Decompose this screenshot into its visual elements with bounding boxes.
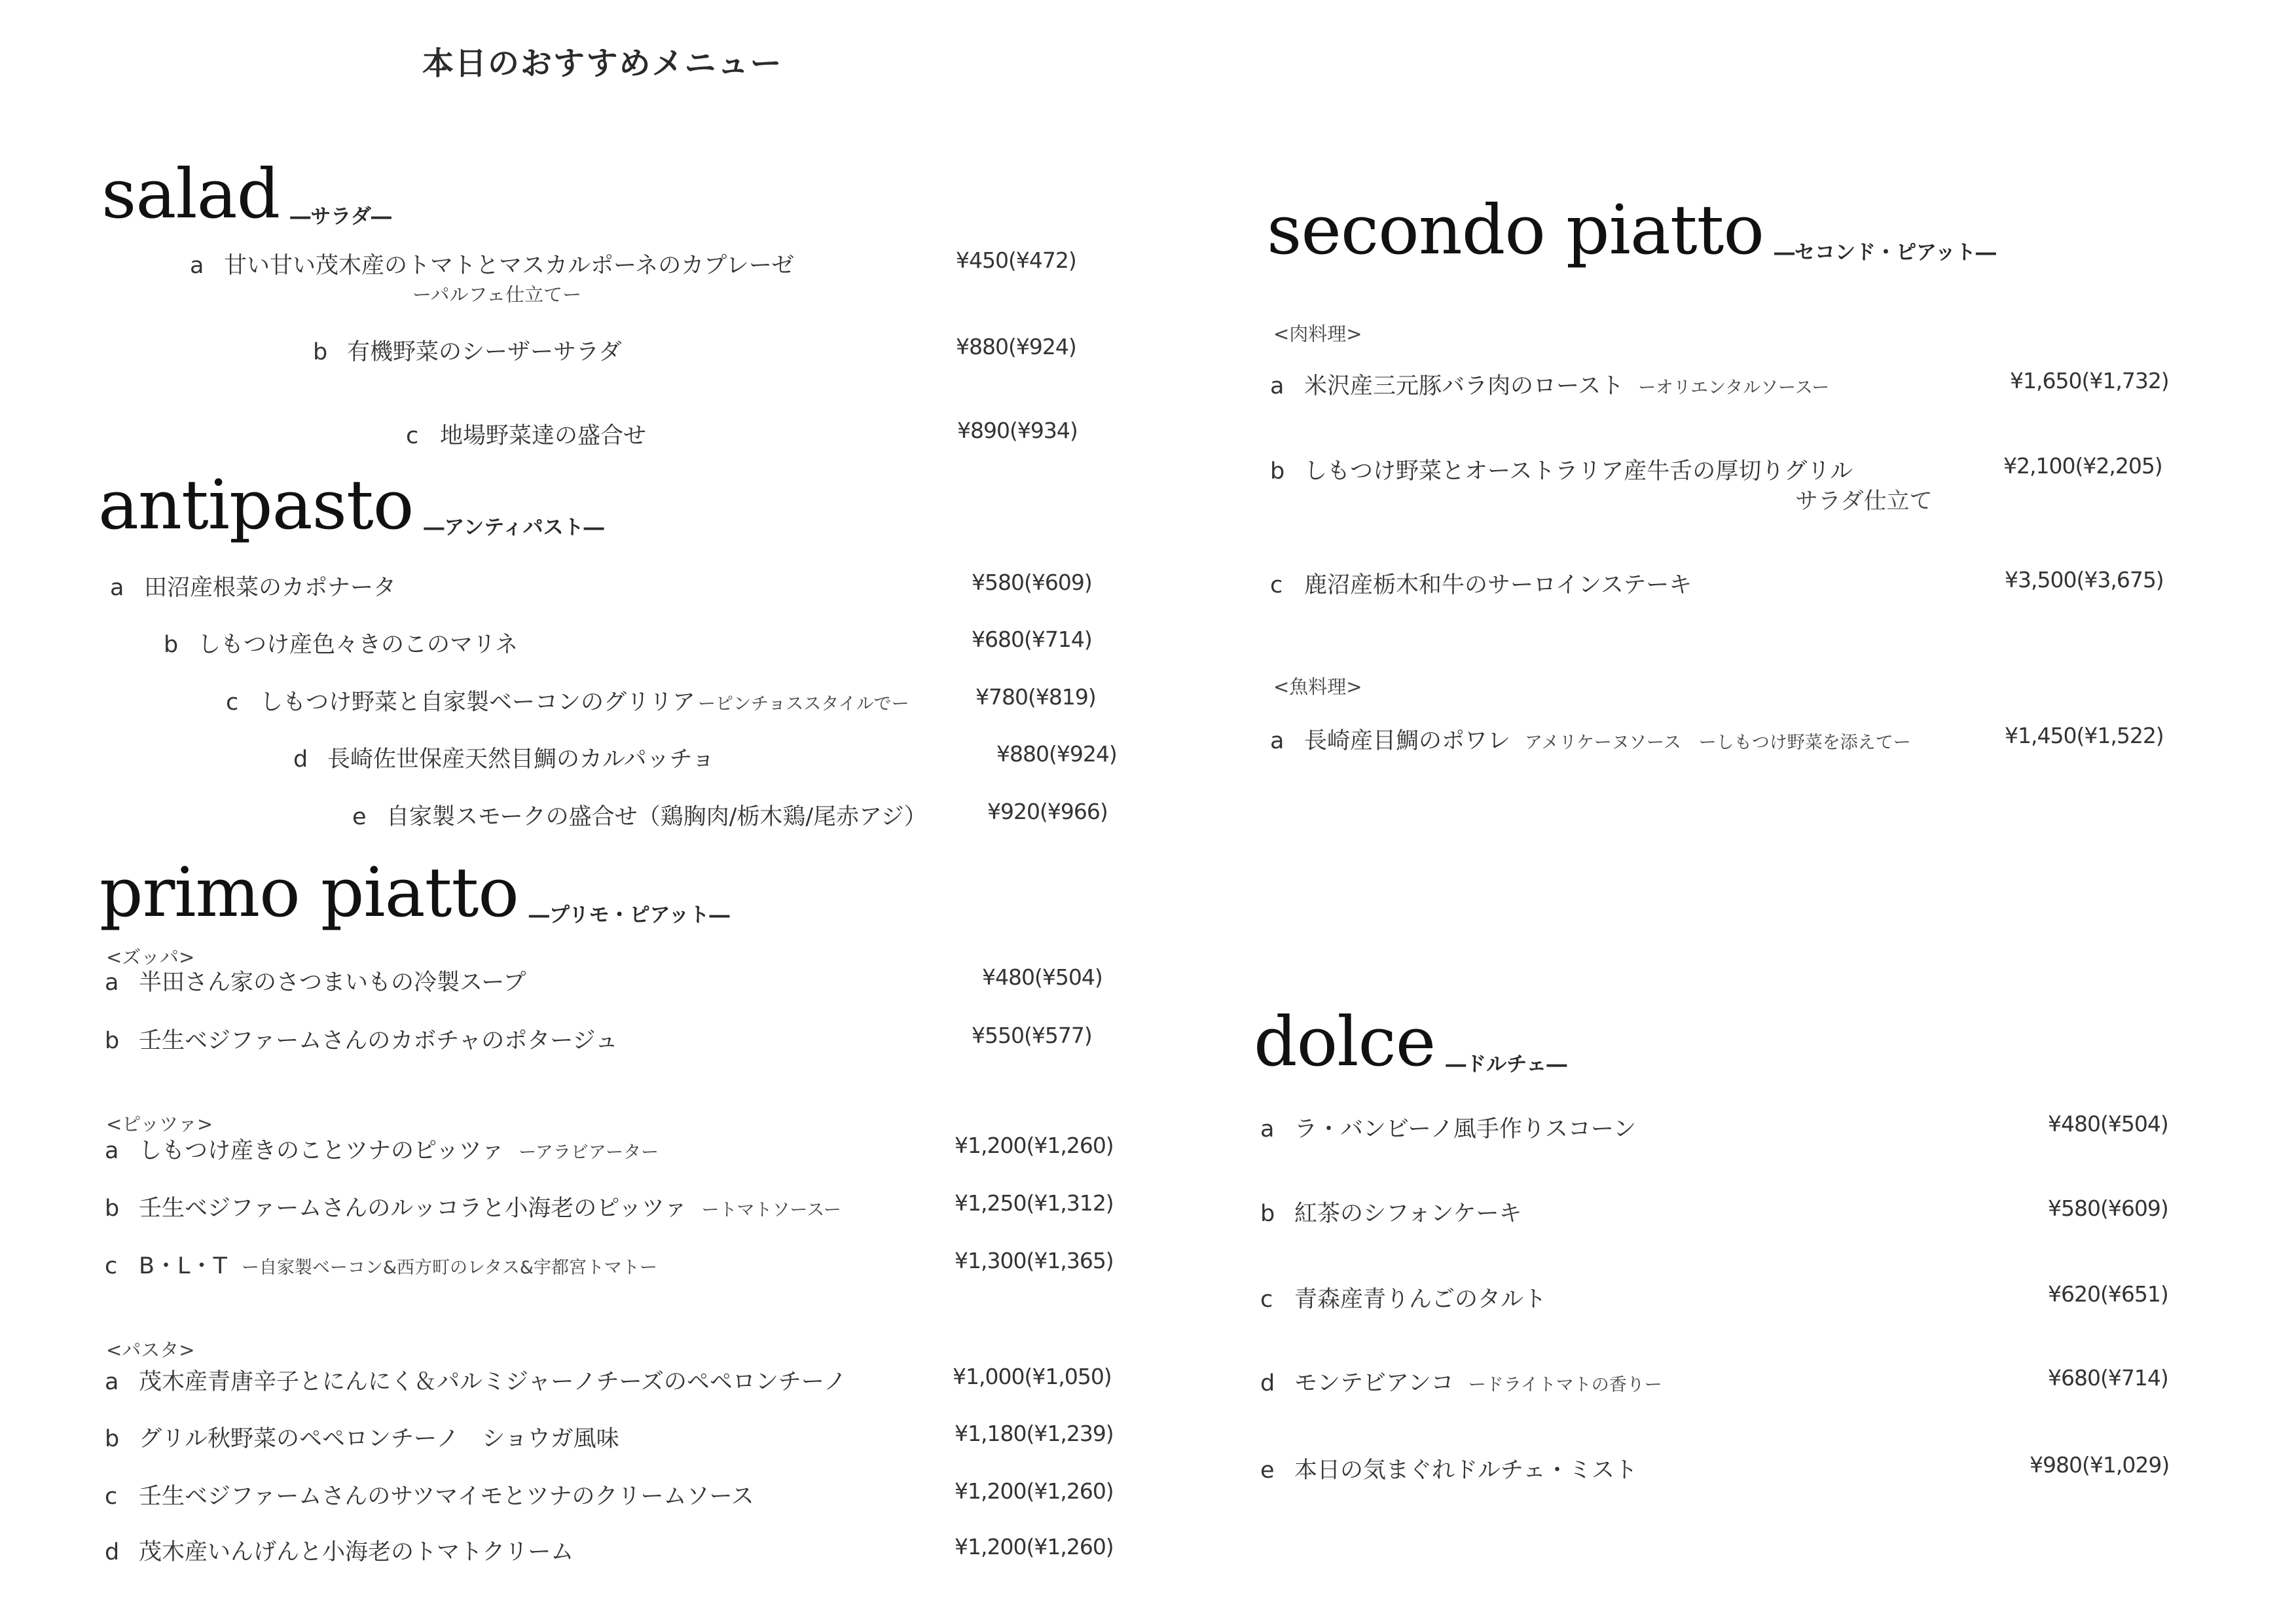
item-note: ーオリエンタルソースー — [1638, 378, 1830, 398]
menu-item — [406, 418, 646, 450]
item-letter: a — [1270, 728, 1285, 754]
item-name: ラ・バンビーノ風手作りスコーン — [1294, 1116, 1637, 1142]
item-price: ¥1,200(¥1,260) — [955, 1133, 1114, 1158]
item-letter: e — [352, 804, 367, 830]
menu-item — [105, 1023, 618, 1055]
item-name: 青森産青りんごのタルト — [1294, 1286, 1547, 1313]
item-name: 茂木産いんげんと小海老のトマトクリーム — [139, 1539, 574, 1565]
item-price: ¥880(¥924) — [956, 334, 1076, 359]
menu-item — [1270, 723, 1911, 756]
item-letter: a — [105, 970, 119, 996]
item-price: ¥580(¥609) — [2048, 1195, 2168, 1221]
item-name: 田沼産根菜のカポナータ — [144, 575, 397, 601]
group-label: <ピッツァ> — [106, 1113, 213, 1135]
item-price: ¥920(¥966) — [987, 799, 1108, 824]
item-letter: b — [105, 1195, 120, 1222]
item-letter: a — [1260, 1116, 1275, 1142]
item-price: ¥1,650(¥1,732) — [2010, 368, 2169, 393]
item-name: 長崎産目鯛のポワレ — [1304, 728, 1511, 754]
item-name: 壬生ベジファームさんのカボチャのポタージュ — [139, 1028, 618, 1054]
section-title: primo piatto — [100, 852, 519, 932]
section-secondo-heading — [1267, 190, 1996, 270]
item-price: ¥550(¥577) — [972, 1023, 1092, 1048]
item-name: 鹿沼産栃木和牛のサーロインステーキ — [1304, 572, 1692, 598]
item-note: ーピンチョススタイルでー — [698, 694, 909, 714]
item-subnote: サラダ仕立て — [1795, 488, 1933, 515]
item-price: ¥3,500(¥3,675) — [2005, 567, 2164, 593]
item-price: ¥480(¥504) — [2048, 1111, 2168, 1137]
section-title: salad — [101, 154, 280, 234]
menu-item — [105, 964, 526, 997]
item-letter: c — [1270, 572, 1283, 598]
item-name: しもつけ野菜と自家製ベーコンのグリリア — [260, 689, 696, 716]
item-letter: c — [1260, 1286, 1273, 1313]
item-note: アメリケーヌソース ーしもつけ野菜を添えてー — [1525, 733, 1911, 753]
menu-item — [164, 627, 518, 659]
section-subtitle: ―サラダ― — [290, 205, 392, 228]
item-name: しもつけ野菜とオーストラリア産牛舌の厚切りグリル — [1304, 458, 1853, 484]
section-subtitle: ―セコンド・ピアット― — [1774, 241, 1996, 264]
item-name: 半田さん家のさつまいもの冷製スープ — [139, 970, 526, 996]
item-note: ーアラビアーター — [519, 1142, 659, 1163]
menu-item — [1260, 1281, 1546, 1314]
menu-item — [352, 799, 927, 831]
menu-item — [1260, 1111, 1636, 1144]
item-letter: c — [105, 1253, 118, 1279]
item-note: ー自家製ベーコン&西方町のレタス&宇都宮トマトー — [241, 1258, 657, 1278]
section-title: dolce — [1254, 1002, 1436, 1082]
item-name: モンテビアンコ — [1294, 1370, 1454, 1396]
item-name: 有機野菜のシーザーサラダ — [347, 339, 622, 365]
menu-item — [105, 1248, 657, 1281]
item-price: ¥680(¥714) — [972, 627, 1092, 652]
item-letter: b — [1270, 458, 1285, 484]
item-letter: e — [1260, 1457, 1275, 1484]
item-price: ¥1,200(¥1,260) — [955, 1534, 1114, 1559]
menu-item — [105, 1133, 659, 1165]
page-title: 本日のおすすめメニュー — [422, 45, 783, 82]
item-note: ートマトソースー — [701, 1200, 841, 1220]
menu-item — [293, 741, 715, 774]
menu-item — [1260, 1195, 1522, 1228]
item-letter: a — [105, 1138, 119, 1164]
item-name: B・L・T — [139, 1253, 227, 1279]
group-label: <パスタ> — [106, 1339, 195, 1361]
menu-item — [105, 1478, 754, 1511]
item-price: ¥1,200(¥1,260) — [955, 1478, 1114, 1504]
section-subtitle: ―アンティパスト― — [424, 516, 604, 539]
section-subtitle: ―ドルチェ― — [1446, 1053, 1567, 1076]
item-letter: c — [226, 689, 239, 716]
menu-item — [105, 1364, 847, 1396]
item-letter: b — [313, 339, 328, 365]
item-letter: b — [105, 1028, 120, 1054]
group-label: <魚料理> — [1273, 676, 1362, 698]
item-price: ¥1,450(¥1,522) — [2005, 723, 2164, 748]
menu-item — [313, 334, 622, 367]
section-antipasto-heading — [98, 465, 604, 545]
menu-item — [105, 1534, 574, 1567]
item-name: 紅茶のシフォンケーキ — [1294, 1201, 1522, 1227]
item-letter: a — [190, 253, 204, 279]
menu-item — [226, 684, 909, 717]
item-letter: b — [105, 1426, 120, 1452]
item-name: 地場野菜達の盛合せ — [440, 423, 647, 449]
item-name: しもつけ産きのことツナのピッツァ — [139, 1138, 505, 1164]
menu-item — [1260, 1365, 1662, 1398]
menu-item — [105, 1190, 841, 1223]
item-note: ードライトマトの香りー — [1468, 1375, 1662, 1395]
item-price: ¥780(¥819) — [975, 684, 1096, 710]
item-price: ¥1,300(¥1,365) — [955, 1248, 1114, 1273]
item-name: 茂木産青唐辛子とにんにく＆パルミジャーノチーズのペペロンチーノ — [139, 1369, 847, 1395]
item-letter: d — [1260, 1370, 1275, 1396]
item-letter: c — [105, 1484, 118, 1510]
section-title: antipasto — [98, 465, 414, 545]
item-letter: a — [105, 1369, 119, 1395]
item-letter: a — [110, 575, 124, 601]
item-price: ¥980(¥1,029) — [2030, 1452, 2170, 1478]
menu-item — [110, 570, 396, 602]
section-dolce-heading — [1254, 1002, 1567, 1082]
item-subnote: ーパルフェ仕立てー — [412, 283, 582, 306]
item-name: 壬生ベジファームさんのルッコラと小海老のピッツァ — [139, 1195, 687, 1222]
section-title: secondo piatto — [1267, 190, 1764, 270]
item-letter: b — [1260, 1201, 1275, 1227]
menu-item — [1270, 567, 1692, 600]
item-name: グリル秋野菜のペペロンチーノ ショウガ風味 — [139, 1426, 619, 1452]
item-name: 自家製スモークの盛合せ（鶏胸肉/栃木鶏/尾赤アジ） — [386, 804, 927, 830]
item-price: ¥2,100(¥2,205) — [2003, 453, 2162, 479]
item-price: ¥1,250(¥1,312) — [955, 1190, 1114, 1216]
item-letter: b — [164, 632, 179, 658]
item-letter: d — [293, 746, 308, 773]
item-price: ¥890(¥934) — [957, 418, 1078, 443]
item-name: しもつけ産色々きのこのマリネ — [198, 632, 519, 658]
section-primo-heading — [100, 852, 729, 932]
group-label: <肉料理> — [1273, 323, 1362, 345]
menu-item — [1270, 368, 1829, 401]
item-price: ¥480(¥504) — [982, 964, 1102, 990]
item-letter: d — [105, 1539, 120, 1565]
menu-item — [1270, 453, 1853, 486]
menu-item — [105, 1421, 619, 1453]
item-name: 甘い甘い茂木産のトマトとマスカルポーネのカプレーゼ — [224, 253, 795, 279]
menu-item — [190, 247, 794, 280]
item-price: ¥1,000(¥1,050) — [953, 1364, 1112, 1389]
item-price: ¥580(¥609) — [972, 570, 1092, 595]
item-price: ¥680(¥714) — [2048, 1365, 2168, 1391]
item-letter: a — [1270, 373, 1285, 399]
item-price: ¥880(¥924) — [996, 741, 1117, 767]
item-price: ¥620(¥651) — [2048, 1281, 2168, 1307]
group-label: <ズッパ> — [106, 946, 195, 968]
item-name: 長崎佐世保産天然目鯛のカルパッチョ — [327, 746, 715, 773]
item-name: 本日の気まぐれドルチェ・ミスト — [1294, 1457, 1637, 1484]
item-name: 壬生ベジファームさんのサツマイモとツナのクリームソース — [139, 1484, 754, 1510]
section-subtitle: ―プリモ・ピアット― — [528, 903, 730, 927]
section-salad-heading — [101, 154, 392, 234]
item-price: ¥450(¥472) — [956, 247, 1076, 273]
item-price: ¥1,180(¥1,239) — [955, 1421, 1114, 1446]
menu-item — [1260, 1452, 1637, 1485]
item-name: 米沢産三元豚バラ肉のロースト — [1304, 373, 1624, 399]
item-letter: c — [406, 423, 419, 449]
